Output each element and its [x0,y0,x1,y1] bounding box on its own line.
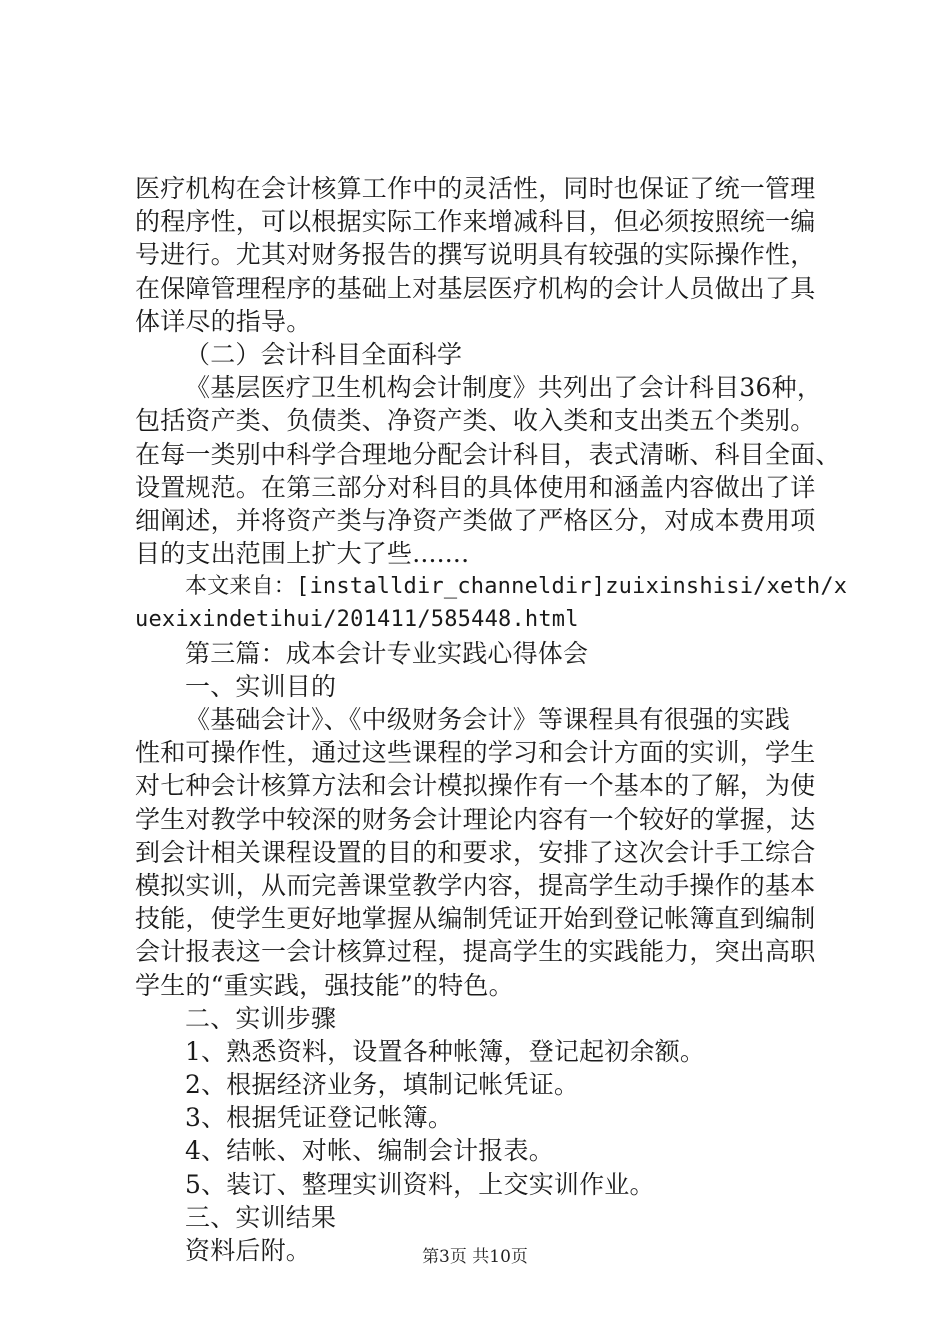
text-line: 细阐述，并将资产类与净资产类做了严格区分，对成本费用项 [135,505,816,535]
text-line: 在每一类别中科学合理地分配会计科目，表式清晰、科目全面、 [135,439,841,469]
text-line: 号进行。尤其对财务报告的撰写说明具有较强的实际操作性， [135,240,816,270]
text-line: 性和可操作性，通过这些课程的学习和会计方面的实训，学生 [135,738,816,768]
text-line: 模拟实训，从而完善课堂教学内容，提高学生动手操作的基本 [135,870,816,900]
document-body [135,172,848,1267]
page-number: 第3页 共10页 [422,1247,528,1267]
text-line: 体详尽的指导。 [135,306,312,336]
text-line: 目的支出范围上扩大了些....... [135,539,470,569]
list-item: 1、熟悉资料，设置各种帐簿，登记起初余额。 [185,1036,706,1066]
section-heading: 三、实训结果 [185,1202,337,1232]
text-line: 资料后附。 [185,1236,312,1265]
text-line: 到会计相关课程设置的目的和要求，安排了这次会计手工综合 [135,837,816,867]
text-line: 设置规范。在第三部分对科目的具体使用和涵盖内容做出了详 [135,472,816,502]
text-line: 的程序性，可以根据实际工作来增减科目，但必须按照统一编 [135,207,816,237]
section-heading: 一、实训目的 [185,671,337,701]
text-line: 技能，使学生更好地掌握从编制凭证开始到登记帐簿直到编制 [135,904,816,934]
text-line: 包括资产类、负债类、净资产类、收入类和支出类五个类别。 [135,406,816,436]
source-line: uexixindetihui/201411/585448.html [135,607,579,633]
list-item: 4、结帐、对帐、编制会计报表。 [185,1136,554,1166]
list-item: 3、根据凭证登记帐簿。 [185,1103,454,1133]
text-line: 对七种会计核算方法和会计模拟操作有一个基本的了解，为使 [135,771,816,801]
text-line: 学生对教学中较深的财务会计理论内容有一个较好的掌握，达 [135,804,816,834]
text-line: 会计报表这一会计核算过程，提高学生的实践能力，突出高职 [135,937,816,967]
section-heading: （二）会计科目全面科学 [185,339,463,369]
source-line: 本文来自：[installdir_channeldir]zuixinshisi/xeth/x [185,574,848,600]
text-line: 《基础会计》、《中级财务会计》等课程具有很强的实践 [185,705,791,734]
list-item: 5、装订、整理实训资料，上交实训作业。 [185,1169,655,1199]
text-line: 《基层医疗卫生机构会计制度》共列出了会计科目36种， [185,373,823,403]
text-line: 在保障管理程序的基础上对基层医疗机构的会计人员做出了具 [135,273,816,303]
article-title: 第三篇：成本会计专业实践心得体会 [185,638,589,668]
text-line: 医疗机构在会计核算工作中的灵活性，同时也保证了统一管理 [135,174,816,203]
text-line: 学生的“重实践，强技能”的特色。 [135,970,514,1000]
list-item: 2、根据经济业务，填制记帐凭证。 [185,1070,580,1100]
section-heading: 二、实训步骤 [185,1003,337,1033]
